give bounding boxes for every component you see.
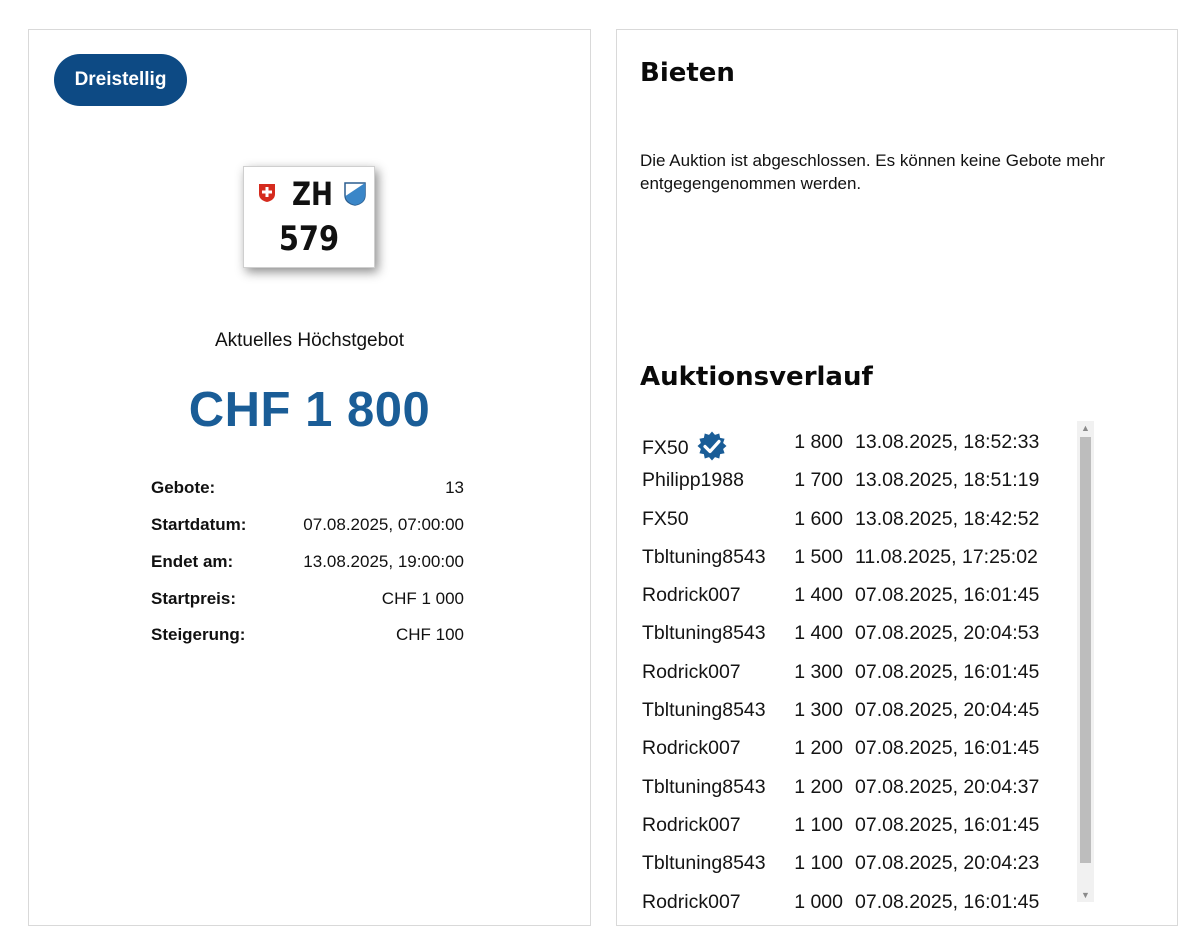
bid-amount: 1 400 xyxy=(794,584,843,607)
bid-amount: 1 500 xyxy=(794,545,843,568)
bidder-name xyxy=(642,814,741,837)
detail-value: 13 xyxy=(445,478,464,497)
auction-closed-notice: Die Auktion ist abgeschlossen. Es können keine Gebote mehr entgegengenommen werden. xyxy=(640,151,1105,193)
bidder-name-text: Rodrick007 xyxy=(642,737,741,760)
bid-timestamp: 07.08.2025, 16:01:45 xyxy=(855,660,1040,683)
bidder-name-text: FX50 xyxy=(642,437,689,459)
current-bid-label: Aktuelles Höchstgebot xyxy=(214,330,405,351)
history-title: Auktionsverlauf xyxy=(640,362,873,392)
detail-label: Startdatum: xyxy=(151,515,247,534)
bidder-name-text: FX50 xyxy=(642,507,689,530)
detail-row-start-price xyxy=(151,589,464,613)
detail-value: 13.08.2025, 19:00:00 xyxy=(303,552,464,571)
bid-timestamp: 13.08.2025, 18:42:52 xyxy=(855,507,1040,530)
history-row xyxy=(617,457,1097,495)
history-scrollbar[interactable] xyxy=(1077,421,1094,902)
bidder-name xyxy=(642,661,741,684)
plate-canton: ZH xyxy=(292,175,333,213)
bidder-name-text: Tbltuning8543 xyxy=(642,699,766,722)
swiss-flag-shield-icon xyxy=(258,183,276,203)
bidder-name xyxy=(642,546,766,569)
bid-amount: 1 800 xyxy=(794,431,843,453)
history-row xyxy=(617,840,1097,878)
scrollbar-thumb[interactable] xyxy=(1080,437,1091,863)
bidder-name xyxy=(642,699,766,722)
history-row xyxy=(617,687,1097,725)
bid-amount: 1 200 xyxy=(794,775,843,798)
detail-value: CHF 1 000 xyxy=(381,589,464,608)
license-plate xyxy=(243,166,375,268)
bidding-panel xyxy=(616,29,1178,926)
bid-amount: 1 100 xyxy=(794,852,843,875)
detail-row-end-date xyxy=(151,552,464,576)
bid-amount: 1 300 xyxy=(794,699,843,722)
bid-history-list[interactable] xyxy=(617,419,1097,913)
bid-timestamp: 07.08.2025, 16:01:45 xyxy=(855,813,1040,836)
zurich-shield-icon xyxy=(344,182,366,206)
detail-value: CHF 100 xyxy=(395,625,464,644)
detail-label: Endet am: xyxy=(151,552,234,571)
bid-timestamp: 07.08.2025, 20:04:23 xyxy=(855,852,1040,875)
bid-timestamp: 07.08.2025, 16:01:45 xyxy=(855,584,1040,607)
bidder-name-text: Tbltuning8543 xyxy=(642,775,766,798)
history-row xyxy=(617,534,1097,572)
scroll-up-arrow-icon[interactable]: ▲ xyxy=(1081,423,1090,433)
detail-label: Startpreis: xyxy=(151,589,237,608)
bidder-name-text: Rodrick007 xyxy=(642,890,741,913)
bid-amount: 1 100 xyxy=(794,813,843,836)
category-badge[interactable]: Dreistellig xyxy=(54,54,187,106)
history-row xyxy=(617,649,1097,687)
detail-value: 07.08.2025, 07:00:00 xyxy=(303,515,464,534)
bidder-name xyxy=(642,737,741,760)
bid-timestamp: 07.08.2025, 20:04:53 xyxy=(855,622,1040,645)
bid-amount: 1 000 xyxy=(794,890,843,913)
bidder-name xyxy=(642,891,741,914)
bidder-name-text: Tbltuning8543 xyxy=(642,622,766,645)
bid-timestamp: 07.08.2025, 16:01:45 xyxy=(855,890,1040,913)
bid-timestamp: 13.08.2025, 18:51:19 xyxy=(855,469,1040,492)
bid-timestamp: 11.08.2025, 17:25:02 xyxy=(855,545,1038,568)
bid-timestamp: 07.08.2025, 16:01:45 xyxy=(855,737,1040,760)
bidder-name-text: Rodrick007 xyxy=(642,584,741,607)
bidder-name xyxy=(642,508,689,531)
bid-timestamp: 13.08.2025, 18:52:33 xyxy=(855,431,1040,453)
detail-label: Steigerung: xyxy=(151,625,246,644)
current-bid-value: CHF 1 800 xyxy=(188,383,431,437)
history-row xyxy=(617,496,1097,534)
bidding-title: Bieten xyxy=(640,58,735,88)
bidder-name xyxy=(642,584,741,607)
bid-timestamp: 07.08.2025, 20:04:45 xyxy=(855,699,1040,722)
listing-panel xyxy=(28,29,591,926)
history-row xyxy=(617,610,1097,648)
bidder-name-text: Tbltuning8543 xyxy=(642,545,766,568)
bidder-name xyxy=(642,622,766,645)
bidder-name xyxy=(642,852,766,875)
detail-row-increment xyxy=(151,625,464,649)
bid-amount: 1 300 xyxy=(794,660,843,683)
bid-amount: 1 400 xyxy=(794,622,843,645)
bid-timestamp: 07.08.2025, 20:04:37 xyxy=(855,775,1040,798)
scroll-down-arrow-icon[interactable]: ▼ xyxy=(1081,890,1090,900)
bidder-name xyxy=(642,469,744,492)
bid-amount: 1 700 xyxy=(794,469,843,492)
bid-amount: 1 600 xyxy=(794,507,843,530)
history-row xyxy=(617,572,1097,610)
history-row xyxy=(617,764,1097,802)
history-row xyxy=(617,725,1097,763)
detail-label: Gebote: xyxy=(151,478,216,497)
history-row xyxy=(617,419,1097,457)
detail-row-bids xyxy=(151,478,464,502)
detail-row-start-date xyxy=(151,515,464,539)
bidder-name-text: Rodrick007 xyxy=(642,660,741,683)
plate-number: 579 xyxy=(278,219,340,259)
bidder-name-text: Rodrick007 xyxy=(642,813,741,836)
history-row xyxy=(617,879,1097,917)
bidder-name xyxy=(642,776,766,799)
bid-amount: 1 200 xyxy=(794,737,843,760)
history-row xyxy=(617,802,1097,840)
bidder-name-text: Tbltuning8543 xyxy=(642,852,766,875)
bidder-name-text: Philipp1988 xyxy=(642,469,744,492)
